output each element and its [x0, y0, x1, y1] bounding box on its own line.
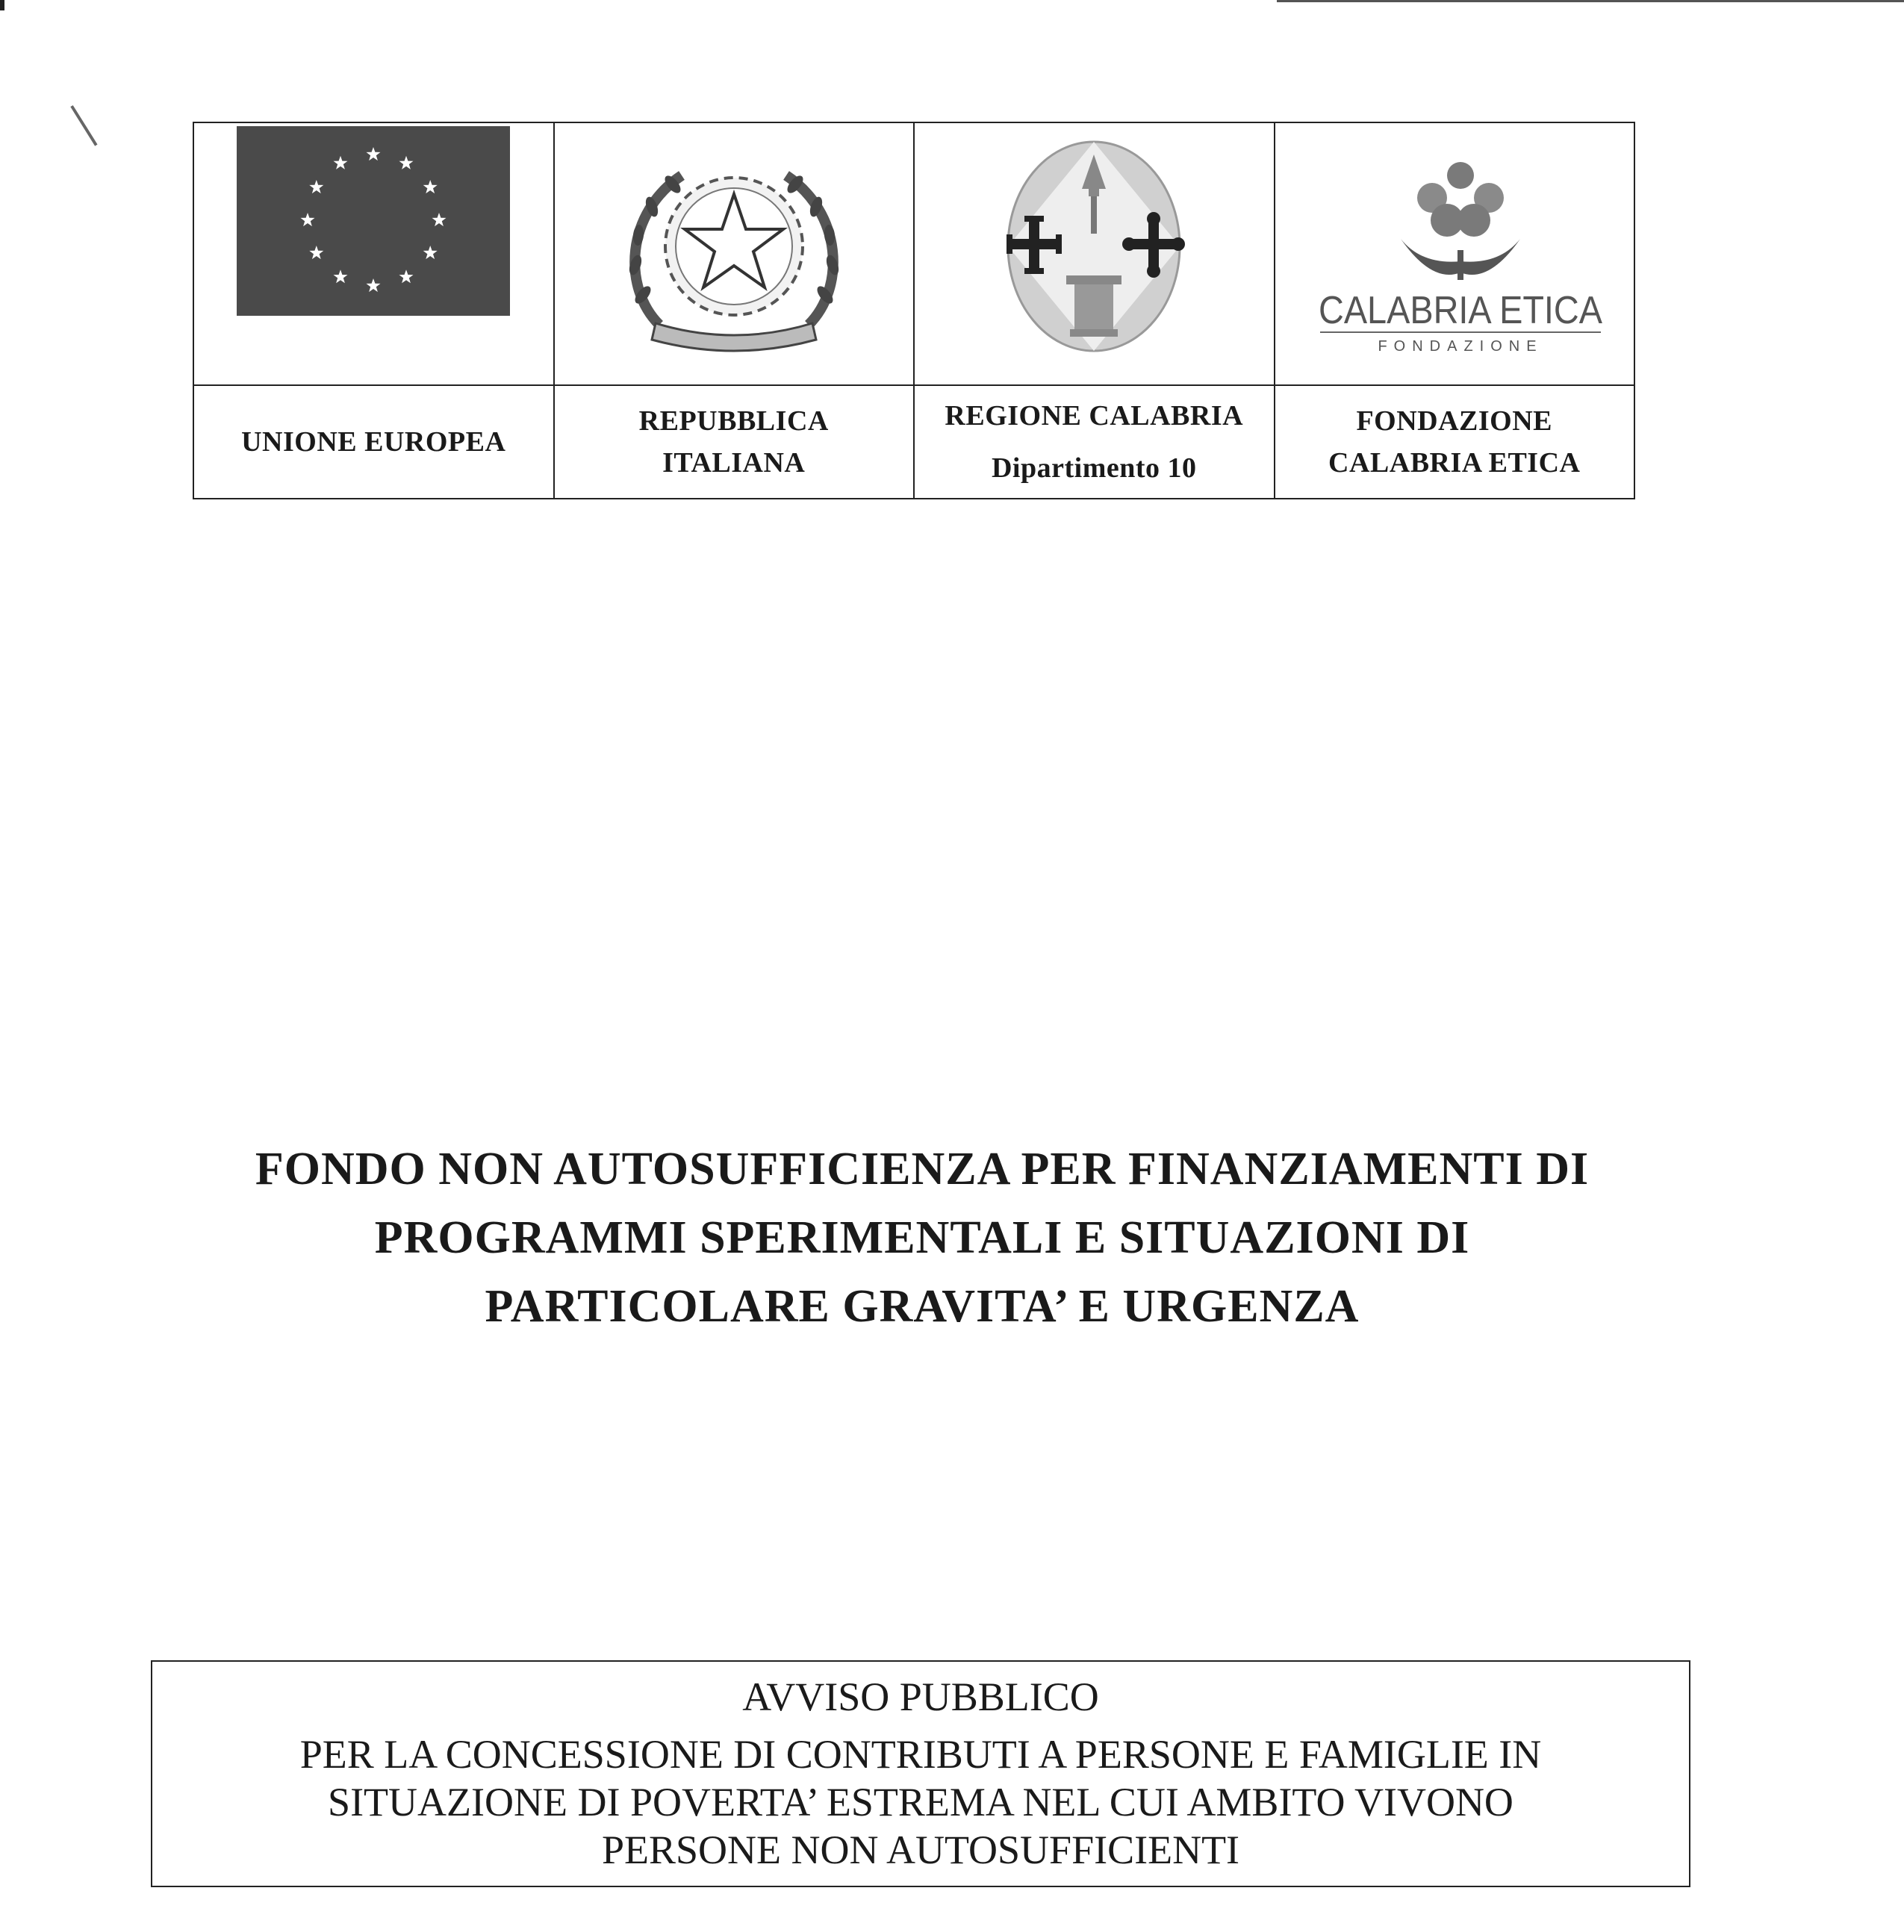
italy-label [555, 400, 914, 484]
logo-header-table [193, 122, 1635, 499]
italy-label-line-2: ITALIANA [662, 447, 806, 479]
public-notice-box [151, 1660, 1690, 1887]
italy-label-cell [554, 385, 915, 499]
eu-flag-icon [194, 123, 554, 384]
italy-label-line-1: REPUBBLICA [638, 405, 829, 437]
calabria-label [915, 395, 1274, 489]
title-line-2: PROGRAMMI SPERIMENTALI E SITUAZIONI DI [374, 1212, 1470, 1263]
calabria-region-crest-icon [915, 123, 1275, 384]
title-line-1: FONDO NON AUTOSUFFICIENZA PER FINANZIAMENTI DI [255, 1144, 1590, 1194]
staple-mark [70, 105, 97, 146]
eu-label-cell [193, 385, 554, 499]
calabria-label-main: REGIONE CALABRIA [945, 400, 1244, 431]
calabria-logo-cell [914, 122, 1275, 385]
notice-line-3: PERSONE NON AUTOSUFFICIENTI [601, 1827, 1240, 1872]
notice-line-2: SITUAZIONE DI POVERTA’ ESTREMA NEL CUI AMBITO VIVONO [328, 1780, 1513, 1825]
calabria-etica-logo-icon [1275, 123, 1635, 384]
foundation-logo-subtext: FONDAZIONE [1377, 338, 1543, 355]
notice-line-1: PER LA CONCESSIONE DI CONTRIBUTI A PERSONE E FAMIGLIE IN [299, 1732, 1542, 1777]
label-row [193, 385, 1634, 499]
notice-heading: AVVISO PUBBLICO [742, 1674, 1099, 1719]
eu-label: UNIONE EUROPEA [241, 426, 506, 458]
foundation-label-line-1: FONDAZIONE [1356, 405, 1553, 437]
foundation-label [1275, 400, 1634, 484]
eu-logo-cell [193, 122, 554, 385]
logo-row [193, 122, 1634, 385]
foundation-label-cell [1275, 385, 1635, 499]
italian-republic-emblem-icon [555, 123, 915, 384]
italy-logo-cell [554, 122, 915, 385]
scan-edge-mark [0, 0, 4, 10]
document-title [119, 1135, 1725, 1341]
scan-edge-line [1277, 0, 1904, 2]
foundation-logo-text: CALABRIA ETICA [1318, 289, 1602, 332]
calabria-label-department: Dipartimento 10 [991, 452, 1197, 484]
calabria-label-cell [914, 385, 1275, 499]
notice-body [152, 1730, 1689, 1874]
foundation-label-line-2: CALABRIA ETICA [1328, 447, 1581, 479]
title-line-3: PARTICOLARE GRAVITA’ E URGENZA [485, 1281, 1360, 1332]
foundation-logo-cell [1275, 122, 1635, 385]
